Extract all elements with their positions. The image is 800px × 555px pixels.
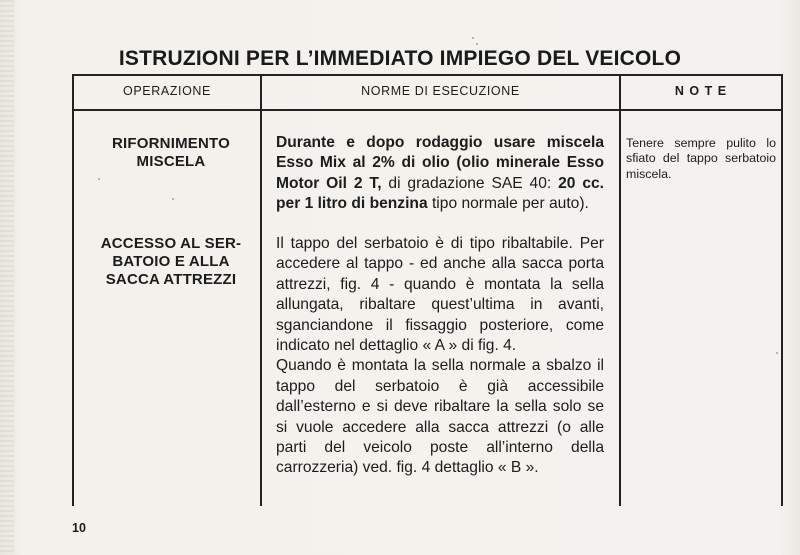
operation-rifornimento — [84, 135, 258, 171]
body-text: di gradazione SAE 40: — [381, 174, 559, 192]
operation-line: BATOIO E ALLA — [112, 253, 230, 270]
note-rifornimento: Tenere sempre pulito lo sfiato del tappo serbatoio miscela. — [626, 136, 776, 181]
paper-speck — [98, 178, 100, 180]
page-binding-edge — [0, 0, 14, 555]
table-top-rule — [72, 74, 783, 76]
header-norme: NORME DI ESECUZIONE — [361, 84, 520, 98]
operation-line: SACCA ATTREZZI — [105, 271, 237, 288]
table-right-rule — [781, 74, 783, 506]
body-rifornimento — [276, 133, 604, 215]
body-bold-text: Durante e dopo rodaggio usare miscela Esso Mix al 2% di olio (olio minerale Esso Motor Oil 2 T, — [276, 134, 604, 192]
table-header-rule — [72, 109, 783, 111]
body-accesso — [276, 234, 604, 479]
operation-line: RIFORNIMENTO — [112, 135, 230, 152]
body-paragraph: Quando è montata la sella normale a sbalzo il tappo del serbatoio è già accessibile dall’esterno e si deve ribaltare la sella solo se si vuole accedere alla sacca attrezzi (o alle parti del veicolo poste all’interno della carrozzeria) ved. fig. 4 dettaglio « B ». — [276, 357, 604, 477]
body-text: tipo normale per auto). — [427, 195, 589, 213]
body-paragraph: Il tappo del serbatoio è di tipo ribaltabile. Per accedere al tappo - ed anche alla sacca porta attrezzi, fig. 4 - quando è montata la sella allungata, ribaltare quest’ultima in avanti, sganciandone il fissaggio posteriore, come indicato nel dettaglio « A » di fig. 4. — [276, 235, 604, 355]
header-note: N O T E — [674, 84, 728, 98]
paper-speck — [472, 37, 474, 39]
paper-speck — [776, 352, 778, 354]
paper-speck — [172, 198, 174, 200]
operation-line: ACCESSO AL SER- — [100, 235, 242, 252]
page-title: ISTRUZIONI PER L’IMMEDIATO IMPIEGO DEL VEICOLO — [118, 47, 682, 70]
paper-speck — [476, 43, 478, 45]
operation-accesso — [84, 235, 258, 289]
column-divider-2 — [619, 74, 621, 506]
operation-line: MISCELA — [136, 153, 206, 170]
header-operazione: OPERAZIONE — [123, 84, 211, 98]
page-number: 10 — [72, 521, 86, 535]
body-bold-text: 20 cc. per 1 litro di benzina — [276, 174, 604, 213]
column-divider-1 — [260, 74, 262, 506]
table-left-rule — [72, 74, 74, 506]
